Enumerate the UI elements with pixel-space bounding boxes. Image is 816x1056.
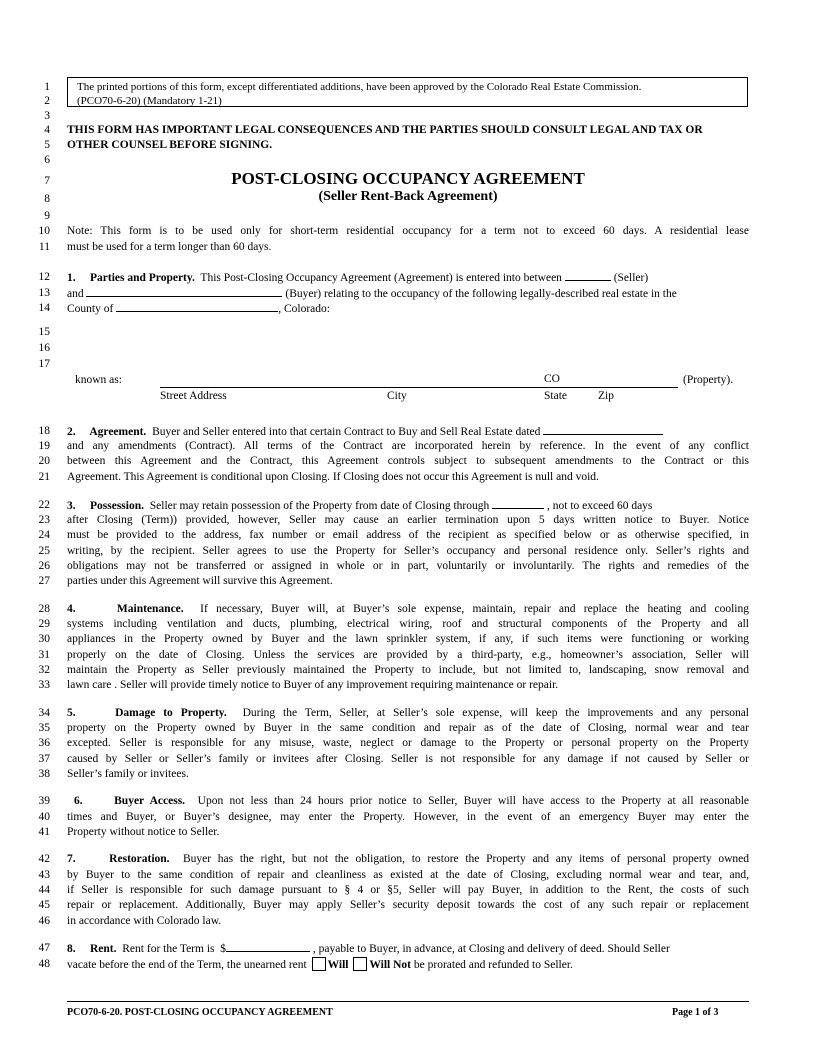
line-number: 11 <box>38 241 50 253</box>
section-5-line <box>67 706 749 720</box>
line-number: 3 <box>44 110 50 122</box>
line-number: 8 <box>44 193 50 205</box>
line-number: 13 <box>38 287 50 299</box>
note-text: must be used for a term longer than 60 days. <box>67 241 272 253</box>
section-text: excepted. Seller is responsible for any misuse, waste, neglect or damage to the Property or personal property on the Property <box>67 737 749 749</box>
section-text: During the Term, Seller, at Seller’s sole expense, will keep the improvements and any personal <box>226 707 749 719</box>
line-number: 19 <box>38 440 50 452</box>
line-number: 48 <box>38 958 50 970</box>
line-number: 22 <box>38 499 50 511</box>
section-text: Buyer has the right, but not the obligation, to restore the Property and any items of personal property owned <box>169 853 749 865</box>
section-text: lawn care . Seller will provide timely notice to Buyer of any improvement requiring maintenance or repair. <box>67 679 559 691</box>
line-number: 35 <box>38 722 50 734</box>
page-subtitle: (Seller Rent-Back Agreement) <box>318 189 498 204</box>
section-text: repair or replacement. Additionally, Buyer may apply Seller’s security deposit towards the cost of any such repair or replacement <box>67 899 749 911</box>
section-text: (Buyer) relating to the occupancy of the following legally-described real estate in the <box>285 288 677 300</box>
section-heading: 7. Restoration. <box>67 853 170 865</box>
section-text: Seller’s family or invitees. <box>67 768 189 780</box>
known-as-label: known as: <box>75 374 122 386</box>
will-label: Will <box>327 959 349 971</box>
section-heading: 1. Parties and Property. <box>67 272 195 284</box>
section-heading: 4. Maintenance. <box>67 603 184 615</box>
section-text: , not to exceed 60 days <box>547 500 653 512</box>
line-number: 25 <box>38 545 50 557</box>
section-text: parties under this Agreement will survive this Agreement. <box>67 575 333 587</box>
county-field[interactable] <box>116 301 278 312</box>
street-address-label: Street Address <box>160 390 227 402</box>
legal-warning: THIS FORM HAS IMPORTANT LEGAL CONSEQUENCES AND THE PARTIES SHOULD CONSULT LEGAL AND TAX OR <box>67 124 703 136</box>
section-1-line <box>67 270 648 285</box>
section-text: Upon not less than 24 hours prior notice to Seller, Buyer will have access to the Property at all reasonable <box>185 795 749 807</box>
section-text: Rent for the Term is $ <box>116 943 227 955</box>
section-text: This Post-Closing Occupancy Agreement (Agreement) is entered into between <box>194 272 562 284</box>
property-label: (Property). <box>683 374 734 386</box>
section-text: if Seller is responsible for such damage pursuant to § 4 or §5, Seller will pay Buyer, in addition to the Rent, the costs of such <box>67 884 749 896</box>
and-label: and <box>67 288 84 300</box>
line-number: 46 <box>38 915 50 927</box>
seller-label: (Seller) <box>613 272 649 284</box>
line-number: 27 <box>38 575 50 587</box>
state-label: State <box>544 390 567 402</box>
notice-line: The printed portions of this form, except differentiated additions, have been approved by the Colorado Real Estate Commission. <box>77 81 642 93</box>
will-checkbox[interactable] <box>312 957 326 971</box>
section-heading: 6. Buyer Access. <box>74 795 186 807</box>
section-1-line <box>67 286 677 301</box>
notice-line: (PCO70-6-20) (Mandatory 1-21) <box>77 95 222 107</box>
section-7-line <box>67 852 749 866</box>
line-number: 12 <box>38 271 50 283</box>
line-number: 30 <box>38 633 50 645</box>
line-number: 33 <box>38 679 50 691</box>
address-field[interactable] <box>160 387 678 388</box>
line-number: 31 <box>38 649 50 661</box>
line-number: 28 <box>38 603 50 615</box>
section-text: , payable to Buyer, in advance, at Closing and delivery of deed. Should Seller <box>312 943 670 955</box>
section-text: in accordance with Colorado law. <box>67 915 222 927</box>
footer-divider <box>67 1001 749 1002</box>
line-number: 18 <box>38 425 50 437</box>
contract-date-field[interactable] <box>543 424 663 435</box>
section-text: Buyer and Seller entered into that certain Contract to Buy and Sell Real Estate dated <box>146 426 541 438</box>
city-label: City <box>387 390 407 402</box>
section-heading: 5. Damage to Property. <box>67 707 227 719</box>
section-heading: 2. Agreement. <box>67 426 147 438</box>
section-text: appliances in the Property owned by Buyer and the lawn sprinkler system, if any, if such items were functioning or working <box>67 633 749 645</box>
line-number: 15 <box>38 326 50 338</box>
line-number: 1 <box>44 81 50 93</box>
line-number: 40 <box>38 811 50 823</box>
section-text: and any amendments (Contract). All terms of the Contract are incorporated herein by reference. In the event of any conflict <box>67 440 749 452</box>
section-text: Agreement. This Agreement is conditional upon Closing. If Closing does not occur this Agreement is null and void. <box>67 471 599 483</box>
will-not-label: Will Not <box>369 959 412 971</box>
line-number: 2 <box>44 95 50 107</box>
section-3-line <box>67 498 652 513</box>
zip-label: Zip <box>598 390 614 402</box>
line-number: 36 <box>38 737 50 749</box>
line-number: 47 <box>38 942 50 954</box>
section-text: properly on the date of Closing. Unless the services are provided by a third-party, e.g., homeowner’s association, Seller will <box>67 649 749 661</box>
section-text: If necessary, Buyer will, at Buyer’s sole expense, maintain, repair and replace the heating and cooling <box>183 603 749 615</box>
section-8-line <box>67 957 573 972</box>
line-number: 20 <box>38 455 50 467</box>
section-6-line <box>74 794 749 808</box>
line-number: 7 <box>44 175 50 187</box>
section-text: Property without notice to Seller. <box>67 826 220 838</box>
line-number: 23 <box>38 514 50 526</box>
section-text: writing, by the recipient. Seller agrees to use the Property for Seller’s occupancy and personal residence only. Seller’s rights and <box>67 545 749 557</box>
will-not-checkbox[interactable] <box>353 957 367 971</box>
section-1-line <box>67 301 330 316</box>
commission-notice-box <box>67 77 748 107</box>
line-number: 32 <box>38 664 50 676</box>
section-8-line <box>67 941 670 956</box>
line-number: 45 <box>38 899 50 911</box>
line-number: 43 <box>38 869 50 881</box>
line-number: 17 <box>38 358 50 370</box>
line-number: 41 <box>38 826 50 838</box>
section-text: caused by Seller or Seller’s family or invitees after Closing. Seller is not responsible for any damage if not caused by Seller or <box>67 753 749 765</box>
county-label: County of <box>67 303 114 315</box>
section-text: must be provided to the address, fax number or email address of the recipient as specified below or as otherwise specified, in <box>67 529 749 541</box>
section-2-line <box>67 424 663 439</box>
line-number: 14 <box>38 302 50 314</box>
footer-form-id: PCO70-6-20. POST-CLOSING OCCUPANCY AGREEMENT <box>67 1007 333 1018</box>
section-text: between this Agreement and the Contract, this Agreement controls subject to subsequent amendments to the Contract or this <box>67 455 749 467</box>
section-text: after Closing (Term)) provided, however, Seller may cause an earlier termination upon 5 days written notice to Buyer. Notice <box>67 514 749 526</box>
section-text: systems including ventilation and ducts, plumbing, electrical wiring, roof and structural components of the Property and all <box>67 618 749 630</box>
section-text: obligations may not be transferred or assigned in whole or in part, voluntarily or involuntarily. The rights and remedies of the <box>67 560 749 572</box>
seller-name-field[interactable] <box>565 270 611 281</box>
section-text: property on the Property owned by Buyer in the same condition and repair as of the date of Closing, normal wear and tear <box>67 722 749 734</box>
line-number: 6 <box>44 154 50 166</box>
colorado-label: , Colorado: <box>278 303 330 315</box>
state-value: CO <box>544 373 560 385</box>
section-heading: 8. Rent. <box>67 943 117 955</box>
section-text: Seller may retain possession of the Property from date of Closing through <box>144 500 490 512</box>
line-number: 10 <box>38 225 50 237</box>
line-number: 39 <box>38 795 50 807</box>
line-number: 34 <box>38 707 50 719</box>
section-text: be prorated and refunded to Seller. <box>413 959 573 971</box>
rent-amount-field[interactable] <box>226 941 310 952</box>
section-heading: 3. Possession. <box>67 500 144 512</box>
line-number: 4 <box>44 124 50 136</box>
note-text: Note: This form is to be used only for short-term residential occupancy for a term not to exceed 60 days. A residential lease <box>67 225 749 237</box>
legal-warning: OTHER COUNSEL BEFORE SIGNING. <box>67 139 273 151</box>
section-text: by Buyer to the same condition of repair and cleanliness as existed at the date of Closing, excluding normal wear and tear, and, <box>67 869 749 881</box>
line-number: 42 <box>38 853 50 865</box>
line-number: 24 <box>38 529 50 541</box>
possession-end-date-field[interactable] <box>492 498 544 509</box>
section-4-line <box>67 602 749 616</box>
page-number: Page 1 of 3 <box>672 1007 719 1018</box>
line-number: 26 <box>38 560 50 572</box>
buyer-name-field[interactable] <box>86 286 282 297</box>
section-text: maintain the Property as Seller previously maintained the Property to include, but not limited to, landscaping, snow removal and <box>67 664 749 676</box>
line-number: 9 <box>44 210 50 222</box>
line-number: 16 <box>38 342 50 354</box>
line-number: 5 <box>44 139 50 151</box>
line-number: 37 <box>38 753 50 765</box>
line-number: 29 <box>38 618 50 630</box>
page-title: POST-CLOSING OCCUPANCY AGREEMENT <box>231 169 585 188</box>
line-number: 38 <box>38 768 50 780</box>
section-text: vacate before the end of the Term, the unearned rent <box>67 959 307 971</box>
section-text: times and Buyer, or Buyer’s designee, may enter the Property. However, in the event of an emergency Buyer may enter the <box>67 811 749 823</box>
line-number: 21 <box>38 471 50 483</box>
line-number: 44 <box>38 884 50 896</box>
